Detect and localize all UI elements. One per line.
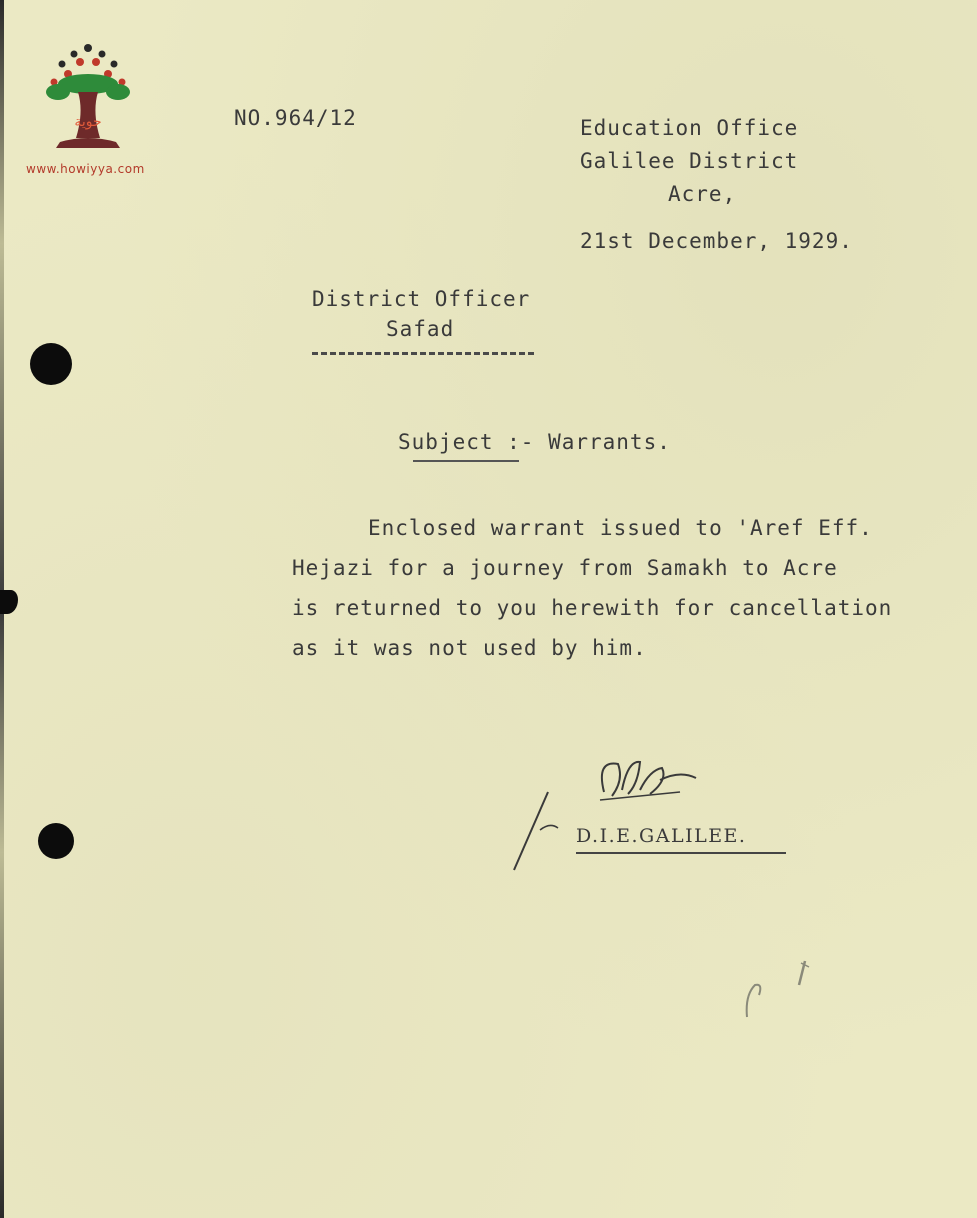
subject-underline xyxy=(413,460,519,462)
howiyya-logo-icon xyxy=(40,42,136,162)
letter-body xyxy=(292,508,892,668)
recipient-block xyxy=(312,284,530,344)
body-line: is returned to you herewith for cancellation xyxy=(292,596,893,620)
pencil-annotation xyxy=(735,955,825,1025)
sender-address xyxy=(580,112,798,211)
recipient-line: District Officer xyxy=(312,287,531,311)
signature-underline xyxy=(576,852,786,854)
body-line: Hejazi for a journey from Samakh to Acre xyxy=(292,556,838,580)
signature-label: D.I.E.GALILEE. xyxy=(576,825,747,847)
recipient-line: Safad xyxy=(386,317,455,341)
punch-hole xyxy=(38,823,74,859)
punch-hole xyxy=(30,343,72,385)
reference-number: NO.964/12 xyxy=(234,106,357,130)
subject-line: Subject :- Warrants. xyxy=(398,430,671,454)
body-line: Enclosed warrant issued to 'Aref Eff. xyxy=(368,516,873,540)
recipient-underline xyxy=(312,352,534,355)
body-line: as it was not used by him. xyxy=(292,636,647,660)
handwritten-signature xyxy=(500,750,720,880)
logo-word: حوية xyxy=(74,114,102,130)
sender-address-line: Education Office xyxy=(580,116,799,140)
sender-address-line: Acre, xyxy=(668,182,737,206)
letter-date: 21st December, 1929. xyxy=(580,229,853,253)
logo-url: www.howiyya.com xyxy=(26,162,145,176)
sender-address-line: Galilee District xyxy=(580,149,799,173)
